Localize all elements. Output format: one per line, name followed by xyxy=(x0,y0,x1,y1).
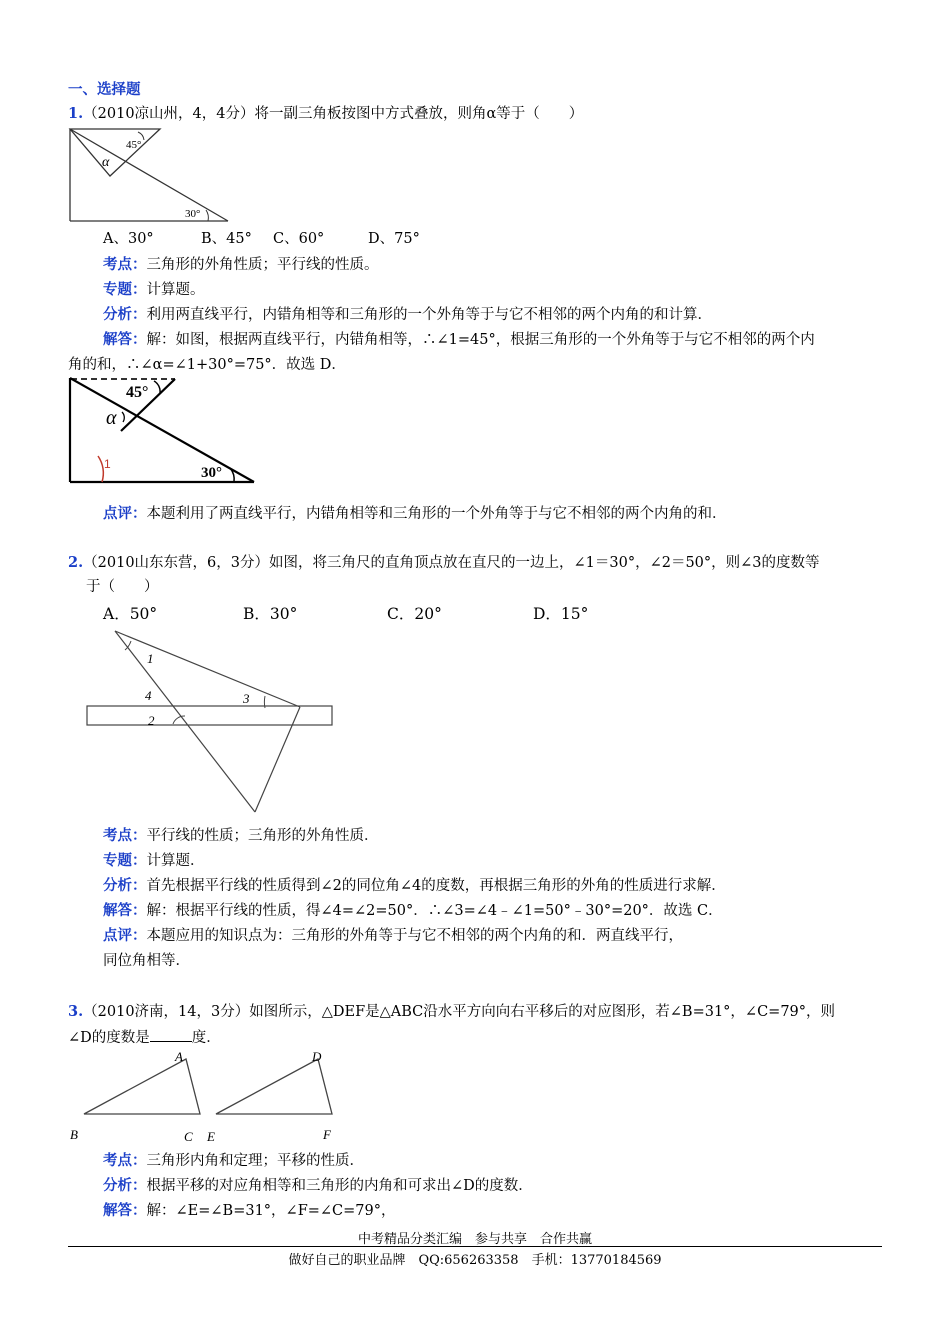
text: 本题利用了两直线平行，内错角相等和三角形的一个外角等于与它不相邻的两个内角的和． xyxy=(146,506,727,522)
option-a: A、30° xyxy=(103,231,154,247)
label: 考点： xyxy=(103,827,147,844)
label: 解答： xyxy=(103,902,147,919)
label: 分析： xyxy=(103,877,147,894)
q3-kaodian xyxy=(103,1151,364,1171)
label: 考点： xyxy=(103,256,147,273)
q2-fenxi xyxy=(103,876,726,896)
footer-line-2: 做好自己的职业品牌 QQ:656263358 手机：13770184569 xyxy=(288,1253,662,1268)
q1-jieda-cont: 角的和，∴∠α=∠1+30°=75°．故选 D． xyxy=(68,357,346,373)
option-d: D．15° xyxy=(533,605,589,623)
question-2-stem xyxy=(68,553,820,573)
q3-fig-label-E: E xyxy=(207,1129,215,1144)
option-c: C、60° xyxy=(273,231,325,247)
option-a: A．50° xyxy=(103,605,158,623)
question-2-stem-cont: 于（ ） xyxy=(86,579,159,595)
q3-fig-label-C: C xyxy=(184,1129,193,1144)
text: 三角形的外角性质；平行线的性质。 xyxy=(146,257,379,273)
stem-text: （2010山东东营，6，3分）如图，将三角尺的直角顶点放在直尺的一边上，∠1＝30°，∠2＝50°，则∠3的度数等 xyxy=(83,555,820,571)
q1-ans-fig-label-45: 45° xyxy=(126,384,149,401)
option-b: B、45° xyxy=(201,231,252,247)
q2-options xyxy=(103,604,588,624)
q1-options xyxy=(103,229,420,249)
label: 考点： xyxy=(103,1152,147,1169)
option-b: B．30° xyxy=(243,605,298,623)
q2-jieda xyxy=(103,901,723,921)
option-c: C．20° xyxy=(387,605,442,623)
q1-jieda xyxy=(103,330,815,350)
label: 点评： xyxy=(103,505,147,522)
stem-text: （2010济南，14，3分）如图所示，△DEF是△ABC沿水平方向向右平移后的对应图形，若∠B=31°，∠C=79°，则 xyxy=(83,1004,836,1020)
text: 三角形内角和定理；平移的性质． xyxy=(146,1153,364,1169)
text: 本题应用的知识点为：三角形的外角等于与它不相邻的两个内角的和．两直线平行， xyxy=(146,928,683,944)
q2-fig-label-4: 4 xyxy=(145,688,152,703)
question-3-stem xyxy=(68,1002,835,1022)
text: 解：根据平行线的性质，得∠4=∠2=50°．∴∠3=∠4﹣∠1=50°﹣30°=20°．故选 C． xyxy=(146,903,723,919)
text: 计算题． xyxy=(146,853,205,869)
text: 根据平移的对应角相等和三角形的内角和可求出∠D的度数． xyxy=(146,1178,533,1194)
q1-answer-figure xyxy=(68,376,258,486)
q2-fig-label-3: 3 xyxy=(243,691,250,706)
text: 解：如图，根据两直线平行，内错角相等，∴∠1=45°，根据三角形的一个外角等于与它不相邻的两个内 xyxy=(146,332,815,348)
q1-fig-label-30: 30° xyxy=(185,208,201,220)
q3-fig-label-B: B xyxy=(70,1127,78,1142)
stem-text: （2010凉山州，4，4分）将一副三角板按图中方式叠放，则角α等于（ ） xyxy=(83,106,584,122)
question-number: 3. xyxy=(68,1003,84,1020)
stem-text: 度． xyxy=(191,1030,221,1046)
footer-divider xyxy=(68,1246,882,1247)
question-1-stem xyxy=(68,104,583,124)
q2-dianping-cont: 同位角相等． xyxy=(103,953,190,969)
q2-figure xyxy=(85,628,335,818)
q3-figure xyxy=(68,1047,348,1147)
q3-fig-label-A: A xyxy=(175,1049,183,1064)
q3-fig-label-D: D xyxy=(312,1049,322,1064)
footer-line-1: 中考精品分类汇编 参与共享 合作共赢 xyxy=(357,1232,592,1247)
question-number: 1. xyxy=(68,105,84,122)
option-d: D、75° xyxy=(368,231,420,247)
q1-dianping xyxy=(103,504,727,524)
text: 首先根据平行线的性质得到∠2的同位角∠4的度数，再根据三角形的外角的性质进行求解． xyxy=(146,878,726,894)
q1-zhuanti xyxy=(103,280,205,300)
q1-figure xyxy=(68,126,238,224)
answer-blank[interactable] xyxy=(150,1027,192,1042)
label: 解答： xyxy=(103,331,147,348)
q1-ans-fig-label-30: 30° xyxy=(201,465,222,481)
q2-dianping xyxy=(103,926,683,946)
text: 解：∠E=∠B=31°，∠F=∠C=79°， xyxy=(146,1203,396,1219)
text: 计算题。 xyxy=(146,282,205,298)
q1-ans-fig-label-alpha: α xyxy=(106,407,117,429)
label: 解答： xyxy=(103,1202,147,1219)
question-number: 2. xyxy=(68,554,84,571)
label: 专题： xyxy=(103,852,147,869)
q3-jieda xyxy=(103,1201,396,1221)
q3-fig-label-F: F xyxy=(323,1127,331,1142)
label: 专题： xyxy=(103,281,147,298)
label: 点评： xyxy=(103,927,147,944)
q1-ans-fig-label-1: 1 xyxy=(104,457,111,471)
q1-kaodian xyxy=(103,255,379,275)
stem-text: ∠D的度数是 xyxy=(68,1030,150,1046)
q2-zhuanti xyxy=(103,851,205,871)
q2-fig-label-1: 1 xyxy=(147,651,154,666)
question-3-stem-cont xyxy=(68,1027,221,1048)
q1-fig-label-45: 45° xyxy=(126,139,142,151)
q2-fig-label-2: 2 xyxy=(148,713,155,728)
q1-fig-label-alpha: α xyxy=(102,155,110,170)
label: 分析： xyxy=(103,1177,147,1194)
text: 平行线的性质；三角形的外角性质． xyxy=(146,828,379,844)
q3-fenxi xyxy=(103,1176,533,1196)
label: 分析： xyxy=(103,306,147,323)
section-title: 一、选择题 xyxy=(68,81,141,98)
q2-kaodian xyxy=(103,826,379,846)
text: 利用两直线平行，内错角相等和三角形的一个外角等于与它不相邻的两个内角的和计算． xyxy=(146,307,712,323)
q1-fenxi xyxy=(103,305,712,325)
